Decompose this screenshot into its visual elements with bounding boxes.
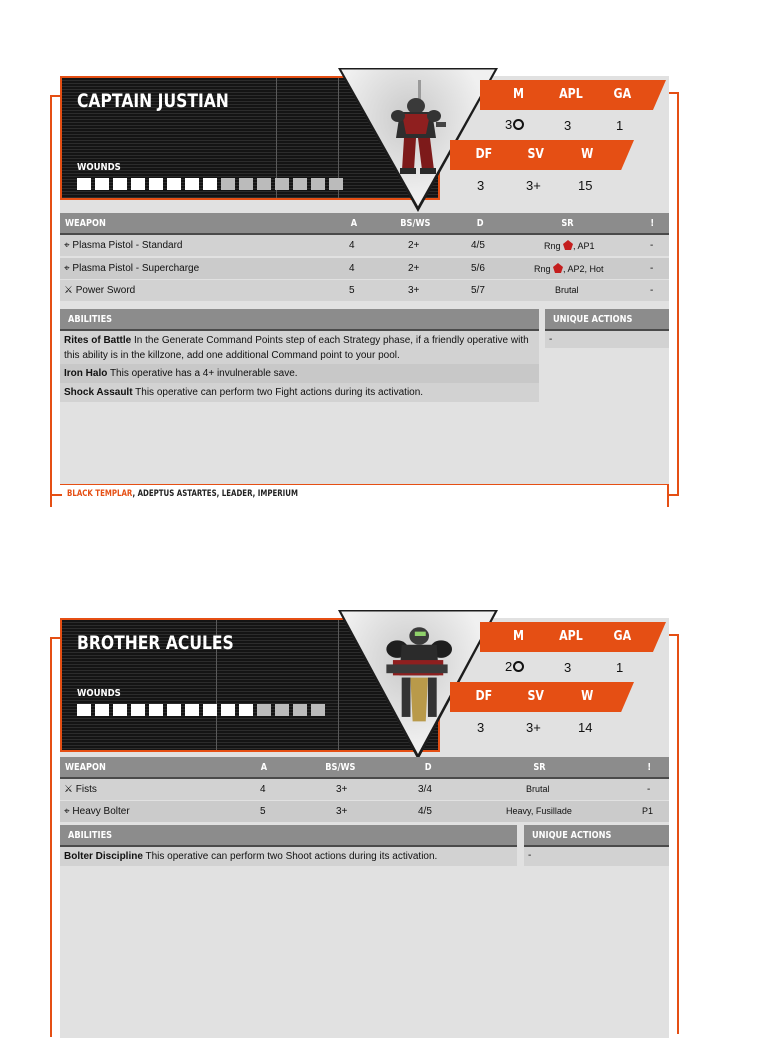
weapon-crit: -	[650, 240, 654, 251]
ability-text: In the Generate Command Points step of each Strategy phase, if a friendly operative with this ability is in the killzone, add one additional Command point to your pool.	[64, 335, 529, 361]
stat-value-ga: 1	[616, 118, 624, 133]
col-sr: SR	[561, 218, 574, 229]
stat-value-ga: 1	[616, 660, 624, 675]
weapon-sr: Rng , AP1	[544, 241, 595, 251]
operative-name: BROTHER ACULES	[77, 632, 234, 654]
stat-value-m: 2	[505, 659, 524, 674]
stat-label-w: W	[581, 147, 594, 162]
weapon-bsws: 3+	[408, 285, 420, 296]
keyword-line	[67, 489, 298, 499]
weapon-sr: Rng , AP2, Hot	[534, 264, 604, 274]
ranged-icon: ⌖	[64, 240, 70, 251]
weapon-a: 5	[349, 285, 355, 296]
melee-icon: ⚔	[64, 784, 73, 795]
weapon-crit: P1	[642, 806, 654, 816]
stat-value-df: 3	[477, 178, 485, 193]
stat-label-sv: SV	[527, 689, 544, 704]
weapon-a: 4	[349, 263, 355, 274]
weapon-name: Plasma Pistol - Standard	[72, 240, 183, 251]
wound-box[interactable]	[77, 704, 91, 716]
wound-box[interactable]	[113, 704, 127, 716]
operative-name: CAPTAIN JUSTIAN	[77, 90, 229, 112]
wound-box[interactable]	[221, 178, 235, 190]
wound-box[interactable]	[113, 178, 127, 190]
wound-box[interactable]	[131, 704, 145, 716]
wound-box[interactable]	[185, 178, 199, 190]
ability-entry	[60, 331, 539, 364]
wound-box[interactable]	[221, 704, 235, 716]
frame-right	[677, 92, 679, 494]
wound-box[interactable]	[149, 704, 163, 716]
movement-circle-icon	[513, 661, 524, 672]
stat-value-df: 3	[477, 720, 485, 735]
col-crit: !	[647, 762, 652, 773]
col-bsws: BS/WS	[325, 762, 356, 773]
abilities-header: ABILITIES	[60, 309, 539, 331]
stat-label-ga: GA	[613, 629, 632, 644]
unique-actions-list: -	[524, 847, 669, 866]
wounds-label: WOUNDS	[77, 162, 121, 173]
wound-box[interactable]	[167, 704, 181, 716]
frame-left	[50, 637, 52, 1037]
weapon-table-header	[60, 213, 669, 235]
weapon-sr: Heavy, Fusillade	[506, 806, 572, 816]
wound-box[interactable]	[293, 178, 307, 190]
unique-actions-list: -	[545, 331, 669, 348]
wound-box[interactable]	[203, 704, 217, 716]
weapon-crit: -	[650, 285, 654, 296]
ability-name: Shock Assault	[64, 387, 133, 398]
weapon-d: 4/5	[418, 806, 432, 817]
operative-miniature-image	[382, 616, 452, 726]
weapon-row	[60, 235, 669, 256]
stat-label-m: M	[512, 629, 524, 644]
ranged-icon: ⌖	[64, 263, 70, 274]
weapon-sr: Brutal	[526, 784, 550, 794]
stat-label-sv: SV	[527, 147, 544, 162]
ability-name: Bolter Discipline	[64, 851, 143, 862]
ability-entry	[60, 383, 539, 402]
wound-box[interactable]	[95, 178, 109, 190]
wound-box[interactable]	[131, 178, 145, 190]
stat-label-m: M	[512, 87, 524, 102]
col-a: A	[260, 762, 268, 773]
weapon-name: Power Sword	[75, 285, 136, 296]
col-weapon: WEAPON	[65, 762, 106, 773]
stat-value-sv: 3+	[526, 720, 541, 735]
frame-tick-br	[667, 483, 669, 507]
wound-box[interactable]	[239, 704, 253, 716]
wound-box[interactable]	[203, 178, 217, 190]
weapon-name: Heavy Bolter	[72, 806, 130, 817]
wound-box[interactable]	[293, 704, 307, 716]
pentagon-icon	[563, 240, 573, 250]
weapon-bsws: 3+	[336, 784, 348, 795]
weapon-crit: -	[650, 263, 654, 274]
weapon-table-header	[60, 757, 669, 779]
melee-icon: ⚔	[64, 285, 73, 296]
unique-actions-header: UNIQUE ACTIONS	[545, 309, 669, 331]
col-a: A	[350, 218, 358, 229]
movement-circle-icon	[513, 119, 524, 130]
weapon-row	[60, 779, 669, 800]
weapon-row	[60, 801, 669, 822]
stat-value-m: 3	[505, 117, 524, 132]
stat-value-sv: 3+	[526, 178, 541, 193]
weapon-bsws: 3+	[336, 806, 348, 817]
col-sr: SR	[533, 762, 546, 773]
stat-label-apl: APL	[559, 629, 583, 644]
col-crit: !	[650, 218, 655, 229]
wound-tracker	[77, 704, 377, 722]
ranged-icon: ⌖	[64, 806, 70, 817]
wound-box[interactable]	[275, 704, 289, 716]
faction-keyword: BLACK TEMPLAR	[67, 489, 133, 499]
unique-actions-header: UNIQUE ACTIONS	[524, 825, 669, 847]
stat-label-df: DF	[475, 689, 493, 704]
frame-left	[50, 95, 52, 507]
wounds-label: WOUNDS	[77, 688, 121, 699]
wound-box[interactable]	[257, 704, 271, 716]
ability-text: This operative can perform two Fight actions during its activation.	[135, 387, 424, 398]
wound-box[interactable]	[311, 178, 325, 190]
weapon-sr: Brutal	[555, 285, 579, 295]
datacard-brother-acules	[0, 560, 768, 1024]
col-weapon: WEAPON	[65, 218, 106, 229]
wound-box[interactable]	[275, 178, 289, 190]
weapon-d: 5/6	[471, 263, 485, 274]
wound-box[interactable]	[149, 178, 163, 190]
wound-box[interactable]	[239, 178, 253, 190]
ability-text: This operative has a 4+ invulnerable save.	[109, 368, 298, 379]
weapon-crit: -	[647, 784, 651, 795]
wound-box[interactable]	[257, 178, 271, 190]
stat-value-w: 14	[578, 720, 593, 735]
weapon-d: 5/7	[471, 285, 485, 296]
stat-label-w: W	[581, 689, 594, 704]
ability-text: This operative can perform two Shoot actions during its activation.	[145, 851, 438, 862]
col-d: D	[424, 762, 432, 773]
ability-entry	[60, 364, 539, 383]
weapon-a: 4	[349, 240, 355, 251]
stat-label-ga: GA	[613, 87, 632, 102]
col-bsws: BS/WS	[400, 218, 431, 229]
stat-label-df: DF	[475, 147, 493, 162]
operative-miniature-image	[386, 78, 450, 178]
ability-name: Iron Halo	[64, 368, 108, 379]
weapon-bsws: 2+	[408, 263, 420, 274]
wound-box[interactable]	[329, 178, 343, 190]
frame-right	[677, 634, 679, 1034]
pentagon-icon	[553, 263, 563, 273]
wound-box[interactable]	[185, 704, 199, 716]
stat-label-apl: APL	[559, 87, 583, 102]
ability-name: Rites of Battle	[64, 335, 132, 346]
wound-box[interactable]	[95, 704, 109, 716]
stat-value-apl: 3	[564, 660, 572, 675]
weapon-a: 5	[260, 806, 266, 817]
weapon-a: 4	[260, 784, 266, 795]
weapon-name: Fists	[75, 784, 97, 795]
frame-corner-bl	[50, 494, 62, 496]
wound-box[interactable]	[77, 178, 91, 190]
weapon-name: Plasma Pistol - Supercharge	[72, 263, 200, 274]
stat-value-w: 15	[578, 178, 593, 193]
wound-box[interactable]	[167, 178, 181, 190]
abilities-header: ABILITIES	[60, 825, 517, 847]
weapon-d: 4/5	[471, 240, 485, 251]
stat-value-apl: 3	[564, 118, 572, 133]
weapon-row	[60, 258, 669, 279]
wound-box[interactable]	[311, 704, 325, 716]
wound-tracker	[77, 178, 377, 196]
col-d: D	[476, 218, 484, 229]
weapon-d: 3/4	[418, 784, 432, 795]
ability-entry	[60, 847, 517, 866]
weapon-bsws: 2+	[408, 240, 420, 251]
keywords: , ADEPTUS ASTARTES, LEADER, IMPERIUM	[132, 489, 298, 499]
weapon-row	[60, 280, 669, 301]
